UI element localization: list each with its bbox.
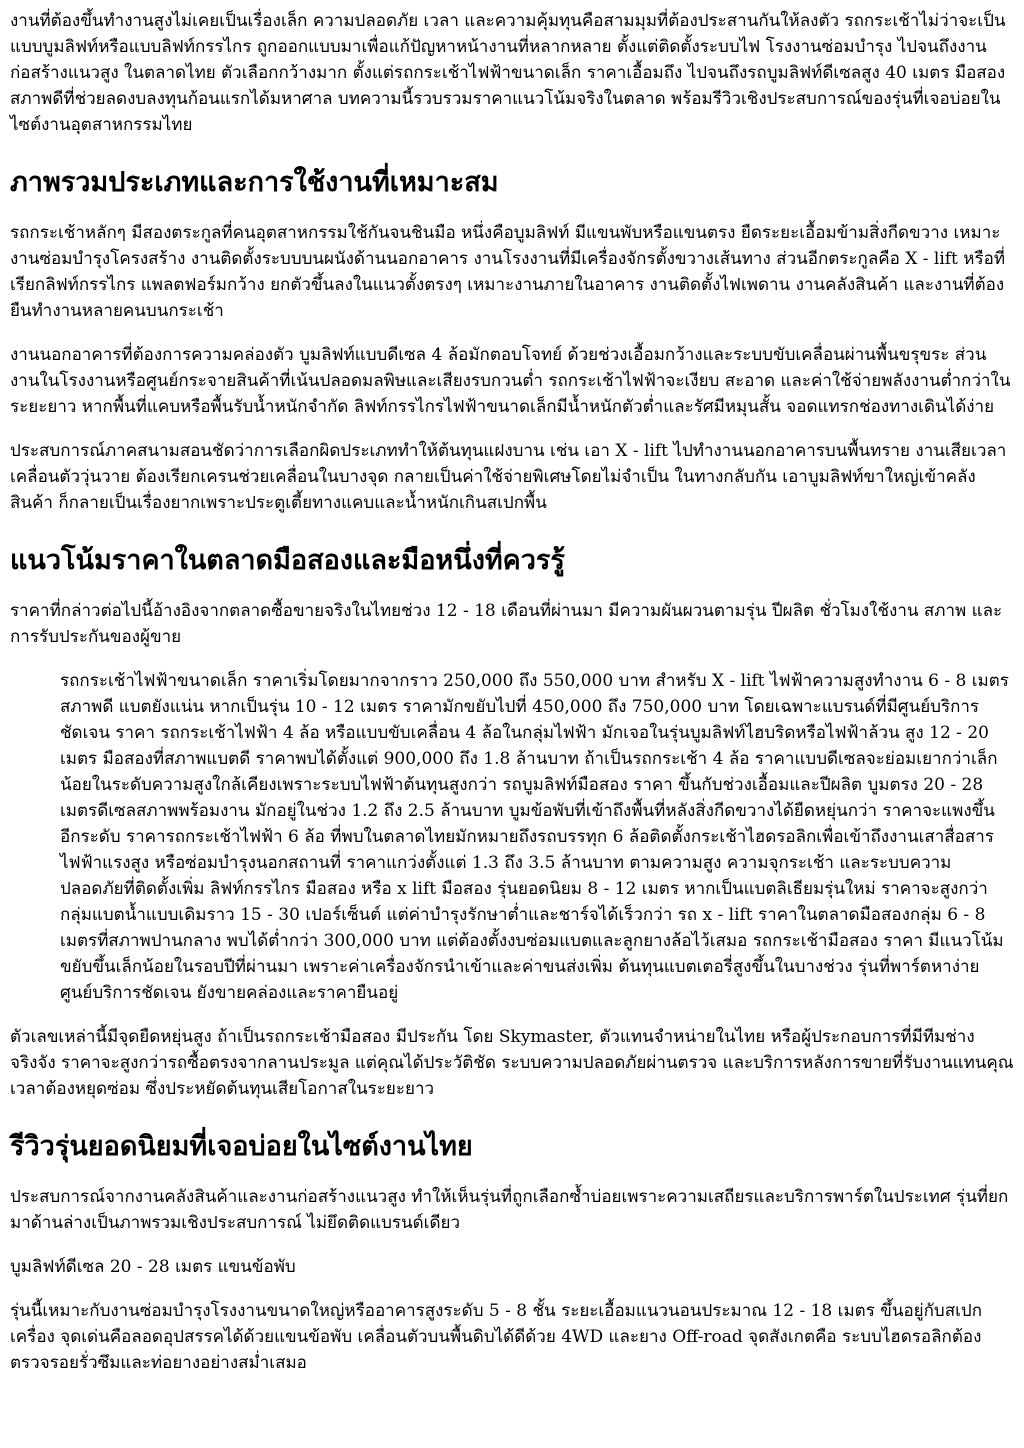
section-heading-reviews: รีวิวรุ่นยอดนิยมที่เจอบ่อยในไซต์งานไทย bbox=[10, 1131, 473, 1162]
overview-paragraph-3: ประสบการณ์ภาคสนามสอนชัดว่าการเลือกผิดประเภททำให้ต้นทุนแฝงบาน เช่น เอา X - lift ไปทำงานนอกอาคารบนพื้นทราย งานเสียเวลา เคลื่อนตัววุ่นวาย ต้องเรียกเครนช่วยเคลื่อนในบางจุด กลายเป็นค่าใช้จ่ายพิเศษโดยไม่จำเป็น ในทางกลับกัน เอาบูมลิฟท์ขาใหญ่เข้าคลังสินค้า ก็กลายเป็นเรื่องยากเพราะประตูเตี้ยทางแคบและน้ำหนักเกินสเปกพื้น bbox=[10, 441, 1007, 513]
price-quote-text: รถกระเช้าไฟฟ้าขนาดเล็ก ราคาเริ่มโดยมากจากราว 250,000 ถึง 550,000 บาท สำหรับ X - lift ไฟฟ้าความสูงทำงาน 6 - 8 เมตร สภาพดี แบตยังแน่น หากเป็นรุ่น 10 - 12 เมตร ราคามักขยับไปที่ 450,000 ถึง 750,000 บาท โดยเฉพาะแบรนด์ที่มีศูนย์บริการชัดเจน ราคา รถกระเช้าไฟฟ้า 4 ล้อ หรือแบบขับเคลื่อน 4 ล้อในกลุ่มไฟฟ้า มักเจอในรุ่นบูมลิฟท์ไฮบริดหรือไฟฟ้าล้วน สูง 12 - 20 เมตร มือสองที่สภาพแบตดี ราคาพบได้ตั้งแต่ 900,000 ถึง 1.8 ล้านบาท ถ้าเป็นรถกระเช้า 4 ล้อ ราคาแบบดีเซลจะย่อมเยากว่าเล็กน้อยในระดับความสูงใกล้เคียงเพราะระบบไฟฟ้าต้นทุนสูงกว่า รถบูมลิฟท์มือสอง ราคา ขึ้นกับช่วงเอื้อมและปีผลิต บูมตรง 20 - 28 เมตรดีเซลสภาพพร้อมงาน มักอยู่ในช่วง 1.2 ถึง 2.5 ล้านบาท บูมข้อพับที่เข้าถึงพื้นที่หลังสิ่งกีดขวางได้ยืดหยุ่นกว่า ราคาจะแพงขึ้นอีกระดับ ราคารถกระเช้าไฟฟ้า 6 ล้อ ที่พบในตลาดไทยมักหมายถึงรถบรรทุก 6 ล้อติดตั้งกระเช้าไฮดรอลิกเพื่อเข้าถึงงานเสาสื่อสาร ไฟฟ้าแรงสูง หรือซ่อมบำรุงนอกสถานที่ ราคาแกว่งตั้งแต่ 1.3 ถึง 3.5 ล้านบาท ตามความสูง ความจุกระเช้า และระบบความปลอดภัยที่ติดตั้งเพิ่ม ลิฟท์กรรไกร มือสอง หรือ x lift มือสอง รุ่นยอดนิยม 8 - 12 เมตร หากเป็นแบตลิเธียมรุ่นใหม่ ราคาจะสูงกว่ากลุ่มแบตน้ำแบบเดิมราว 15 - 30 เปอร์เซ็นต์ แต่ค่าบำรุงรักษาต่ำและชาร์จได้เร็วกว่า รถ x - lift ราคาในตลาดมือสองกลุ่ม 6 - 8 เมตรที่สภาพปานกลาง พบได้ต่ำกว่า 300,000 บาท แต่ต้องตั้งงบซ่อมแบตและลูกยางล้อไว้เสมอ รถกระเช้ามือสอง ราคา มีแนวโน้มขยับขึ้นเล็กน้อยในรอบปีที่ผ่านมา เพราะค่าเครื่องจักรนำเข้าและค่าขนส่งเพิ่ม ต้นทุนแบตเตอรี่สูงขึ้นในบางช่วง รุ่นที่พาร์ตหาง่าย ศูนย์บริการชัดเจน ยังขายคล่องและราคายืนอยู่ bbox=[60, 671, 1009, 1003]
price-paragraph-1: ราคาที่กล่าวต่อไปนี้อ้างอิงจากตลาดซื้อขายจริงในไทยช่วง 12 - 18 เดือนที่ผ่านมา มีความผันผวนตามรุ่น ปีผลิต ชั่วโมงใช้งาน สภาพ และการรับประกันของผู้ขาย bbox=[10, 601, 1003, 647]
reviews-model-title: บูมลิฟท์ดีเซล 20 - 28 เมตร แขนข้อพับ bbox=[10, 1257, 296, 1277]
price-paragraph-2: ตัวเลขเหล่านี้มีจุดยืดหยุ่นสูง ถ้าเป็นรถกระเช้ามือสอง มีประกัน โดย Skymaster, ตัวแทนจำหน่ายในไทย หรือผู้ประกอบการที่มีทีมช่างจริงจัง ราคาจะสูงกว่ารถซื้อตรงจากลานประมูล แต่คุณได้ประวัติชัด ระบบความปลอดภัยผ่านตรวจ และบริการหลังการขายที่รับงานแทนคุณเวลาต้องหยุดซ่อม ซึ่งประหยัดต้นทุนเสียโอกาสในระยะยาว bbox=[10, 1027, 1014, 1099]
overview-paragraph-1: รถกระเช้าหลักๆ มีสองตระกูลที่คนอุตสาหกรรมใช้กันจนชินมือ หนึ่งคือบูมลิฟท์ มีแขนพับหรือแขนตรง ยืดระยะเอื้อมข้ามสิ่งกีดขวาง เหมาะงานซ่อมบำรุงโครงสร้าง งานติดตั้งระบบบนผนังด้านนอกอาคาร งานโรงงานที่มีเครื่องจักรตั้งขวางเส้นทาง ส่วนอีกตระกูลคือ X - lift หรือที่เรียกลิฟท์กรรไกร แพลตฟอร์มกว้าง ยกตัวขึ้นลงในแนวตั้งตรงๆ เหมาะงานภายในอาคาร งานติดตั้งไฟเพดาน งานคลังสินค้า และงานที่ต้องยืนทำงานหลายคนบนกระเช้า bbox=[10, 223, 1006, 321]
price-blockquote bbox=[50, 668, 1014, 1006]
reviews-paragraph-2: รุ่นนี้เหมาะกับงานซ่อมบำรุงโรงงานขนาดใหญ่หรืออาคารสูงระดับ 5 - 8 ชั้น ระยะเอื้อมแนวนอนประมาณ 12 - 18 เมตร ขึ้นอยู่กับสเปกเครื่อง จุดเด่นคือลอดอุปสรรคได้ด้วยแขนข้อพับ เคลื่อนตัวบนพื้นดิบได้ดีด้วย 4WD และยาง Off-road จุดสังเกตคือ ระบบไฮดรอลิกต้องตรวจรอยรั่วซึมและท่อยางอย่างสม่ำเสมอ bbox=[10, 1301, 982, 1373]
reviews-paragraph-1: ประสบการณ์จากงานคลังสินค้าและงานก่อสร้างแนวสูง ทำให้เห็นรุ่นที่ถูกเลือกซ้ำบ่อยเพราะความเสถียรและบริการพาร์ตในประเทศ รุ่นที่ยกมาด้านล่างเป็นภาพรวมเชิงประสบการณ์ ไม่ยึดติดแบรนด์เดียว bbox=[10, 1187, 1009, 1233]
section-heading-price-trends: แนวโน้มราคาในตลาดมือสองและมือหนึ่งที่ควรรู้ bbox=[10, 545, 565, 576]
intro-paragraph: งานที่ต้องขึ้นทำงานสูงไม่เคยเป็นเรื่องเล็ก ความปลอดภัย เวลา และความคุ้มทุนคือสามมุมที่ต้องประสานกันให้ลงตัว รถกระเช้าไม่ว่าจะเป็นแบบบูมลิฟท์หรือแบบลิฟท์กรรไกร ถูกออกแบบมาเพื่อแก้ปัญหาหน้างานที่หลากหลาย ตั้งแต่ติดตั้งระบบไฟ โรงงานซ่อมบำรุง ไปจนถึงงานก่อสร้างแนวสูง ในตลาดไทย ตัวเลือกกว้างมาก ตั้งแต่รถกระเช้าไฟฟ้าขนาดเล็ก ราคาเอื้อมถึง ไปจนถึงรถบูมลิฟท์ดีเซลสูง 40 เมตร มือสองสภาพดีที่ช่วยลดงบลงทุนก้อนแรกได้มหาศาล บทความนี้รวบรวมราคาแนวโน้มจริงในตลาด พร้อมรีวิวเชิงประสบการณ์ของรุ่นที่เจอบ่อยในไซต์งานอุตสาหกรรมไทย bbox=[10, 11, 1006, 135]
section-heading-overview: ภาพรวมประเภทและการใช้งานที่เหมาะสม bbox=[10, 167, 499, 198]
overview-paragraph-2: งานนอกอาคารที่ต้องการความคล่องตัว บูมลิฟท์แบบดีเซล 4 ล้อมักตอบโจทย์ ด้วยช่วงเอื้อมกว้างและระบบขับเคลื่อนผ่านพื้นขรุขระ ส่วนงานในโรงงานหรือศูนย์กระจายสินค้าที่เน้นปลอดมลพิษและเสียงรบกวนต่ำ รถกระเช้าไฟฟ้าจะเงียบ สะอาด และค่าใช้จ่ายพลังงานต่ำกว่าในระยะยาว หากพื้นที่แคบหรือพื้นรับน้ำหนักจำกัด ลิฟท์กรรไกรไฟฟ้าขนาดเล็กมีน้ำหนักตัวต่ำและรัศมีหมุนสั้น จอดแทรกช่องทางเดินได้ง่าย bbox=[10, 345, 1011, 417]
